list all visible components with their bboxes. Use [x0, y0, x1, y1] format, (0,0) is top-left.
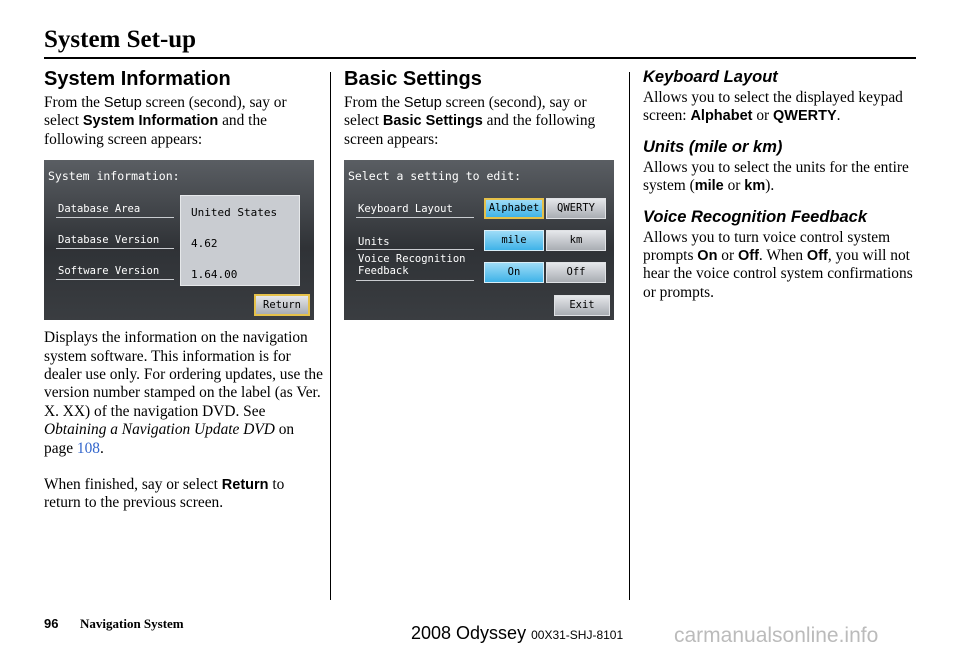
return-button[interactable]: Return: [254, 294, 310, 316]
footer-section: Navigation System: [80, 616, 184, 631]
keyboard-layout-text: Allows you to select the displayed keypad screen: Alphabet or QWERTY.: [643, 89, 903, 125]
setting-label-voice-2: Feedback: [358, 265, 409, 278]
voice-feedback-text: Allows you to turn voice control system prompts On or Off. When Off, you will not hear the voice control system confirmations or prompts.: [643, 228, 913, 301]
row-underline: [56, 217, 174, 218]
setting-label-keyboard: Keyboard Layout: [358, 203, 453, 216]
column-settings-descriptions: [643, 66, 918, 302]
screen-title: System information:: [48, 169, 180, 184]
title-rule: [44, 57, 916, 59]
info-value-box: [180, 195, 300, 286]
column-system-information: [44, 66, 324, 513]
page-title: System Set-up: [44, 26, 197, 53]
km-button[interactable]: km: [546, 230, 606, 251]
qwerty-button[interactable]: QWERTY: [546, 198, 606, 219]
row-underline: [356, 217, 474, 218]
row-underline: [56, 279, 174, 280]
alphabet-button[interactable]: Alphabet: [484, 198, 544, 219]
intro-paragraph: From the Setup screen (second), say or select System Information and the following screen appears:: [44, 94, 287, 148]
section-heading: System Information: [44, 68, 231, 90]
intro-paragraph: From the Setup screen (second), say or select Basic Settings and the following screen appears:: [344, 94, 596, 148]
screen-row-label: Database Area: [58, 203, 141, 216]
keyboard-layout-heading: Keyboard Layout: [643, 68, 778, 86]
footer-model: [411, 623, 623, 644]
row-underline: [356, 249, 474, 250]
model-code: 00X31-SHJ-8101: [531, 628, 624, 642]
value-database-version: 4.62: [191, 237, 218, 251]
description-paragraph: Displays the information on the navigation system software. This information is for dealer use only. For ordering updates, use the version number stamped on the label (as Ver. X. XX) of the navigation DVD. See Obtaining a Navigation Update DVD on page 108.: [44, 329, 323, 457]
row-underline: [356, 280, 474, 281]
screen-title: Select a setting to edit:: [348, 169, 522, 184]
screen-row-label: Database Version: [58, 234, 160, 247]
row-underline: [56, 248, 174, 249]
watermark: carmanualsonline.info: [674, 624, 879, 647]
column-divider-2: [629, 72, 630, 600]
off-button[interactable]: Off: [546, 262, 606, 283]
mile-button[interactable]: mile: [484, 230, 544, 251]
on-button[interactable]: On: [484, 262, 544, 283]
page-link[interactable]: 108: [76, 439, 100, 457]
section-heading: Basic Settings: [344, 68, 482, 90]
return-paragraph: When finished, say or select Return to return to the previous screen.: [44, 476, 285, 512]
page-number: 96: [44, 616, 59, 631]
setting-label-voice-1: Voice Recognition: [358, 253, 466, 266]
model-name: 2008 Odyssey: [411, 623, 527, 643]
column-divider-1: [330, 72, 331, 600]
value-database-area: United States: [191, 206, 278, 220]
setting-label-units: Units: [358, 236, 390, 249]
exit-button[interactable]: Exit: [554, 295, 610, 316]
screen-row-label: Software Version: [58, 265, 160, 278]
basic-settings-screenshot: [344, 160, 614, 320]
system-information-screenshot: [44, 160, 314, 320]
units-heading: Units (mile or km): [643, 137, 783, 156]
units-text: Allows you to select the units for the entire system (mile or km).: [643, 158, 909, 195]
voice-feedback-heading: Voice Recognition Feedback: [643, 207, 868, 226]
column-basic-settings: [344, 66, 624, 320]
value-software-version: 1.64.00: [191, 268, 238, 282]
